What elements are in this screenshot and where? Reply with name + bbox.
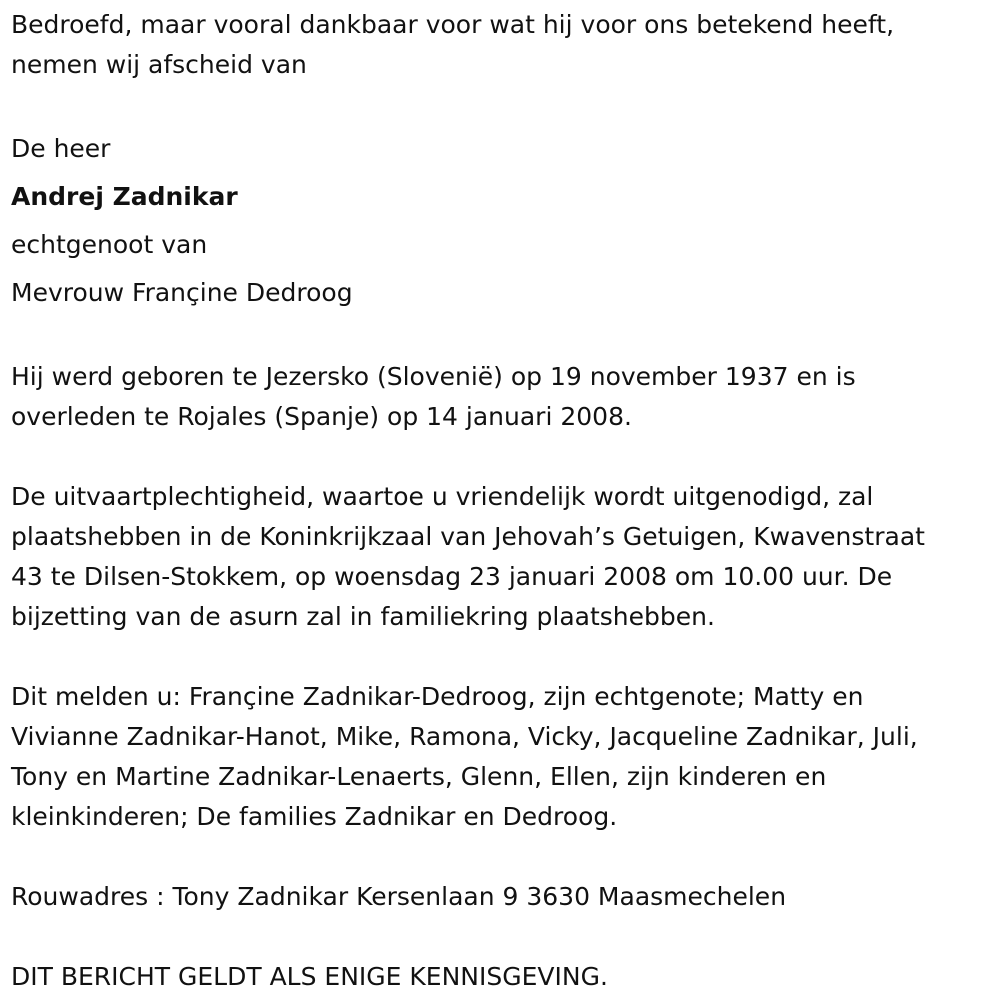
ceremony-line-3: 43 te Dilsen-Stokkem, op woensdag 23 januari 2008 om 10.00 uur. De <box>11 562 893 591</box>
notice-footer: DIT BERICHT GELDT ALS ENIGE KENNISGEVING. <box>11 962 608 991</box>
deceased-title: De heer <box>11 134 111 163</box>
opening-paragraph <box>11 5 986 85</box>
spacer <box>11 437 986 477</box>
ceremony-line-1: De uitvaartplechtigheid, waartoe u vriendelijk wordt uitgenodigd, zal <box>11 482 874 511</box>
spacer <box>11 317 986 357</box>
spacer <box>11 837 986 877</box>
announcement-line-3: Tony en Martine Zadnikar-Lenaerts, Glenn, Ellen, zijn kinderen en <box>11 762 827 791</box>
mourning-address: Rouwadres : Tony Zadnikar Kersenlaan 9 3630 Maasmechelen <box>11 882 787 911</box>
footer-paragraph <box>11 957 986 997</box>
deceased-block <box>11 125 986 317</box>
announcement-line-1: Dit melden u: Françine Zadnikar-Dedroog, zijn echtgenote; Matty en <box>11 682 864 711</box>
ceremony-line-4: bijzetting van de asurn zal in familiekring plaatshebben. <box>11 602 715 631</box>
birth-death-line-1: Hij werd geboren te Jezersko (Slovenië) op 19 november 1937 en is <box>11 362 856 391</box>
announcement-line-2: Vivianne Zadnikar-Hanot, Mike, Ramona, Vicky, Jacqueline Zadnikar, Juli, <box>11 722 918 751</box>
ceremony-line-2: plaatshebben in de Koninkrijkzaal van Jehovah’s Getuigen, Kwavenstraat <box>11 522 925 551</box>
ceremony-paragraph <box>11 477 986 637</box>
opening-line-2: nemen wij afscheid van <box>11 50 307 79</box>
spacer <box>11 637 986 677</box>
deceased-spouse: Mevrouw Françine Dedroog <box>11 278 353 307</box>
spacer <box>11 917 986 957</box>
obituary-document <box>11 5 986 997</box>
birth-death-line-2: overleden te Rojales (Spanje) op 14 januari 2008. <box>11 402 632 431</box>
opening-line-1: Bedroefd, maar vooral dankbaar voor wat hij voor ons betekend heeft, <box>11 10 895 39</box>
deceased-relation: echtgenoot van <box>11 230 208 259</box>
spacer <box>11 85 986 125</box>
birth-death-paragraph <box>11 357 986 437</box>
announcement-line-4: kleinkinderen; De families Zadnikar en Dedroog. <box>11 802 618 831</box>
address-paragraph <box>11 877 986 917</box>
announcement-paragraph <box>11 677 986 837</box>
deceased-name: Andrej Zadnikar <box>11 182 238 211</box>
